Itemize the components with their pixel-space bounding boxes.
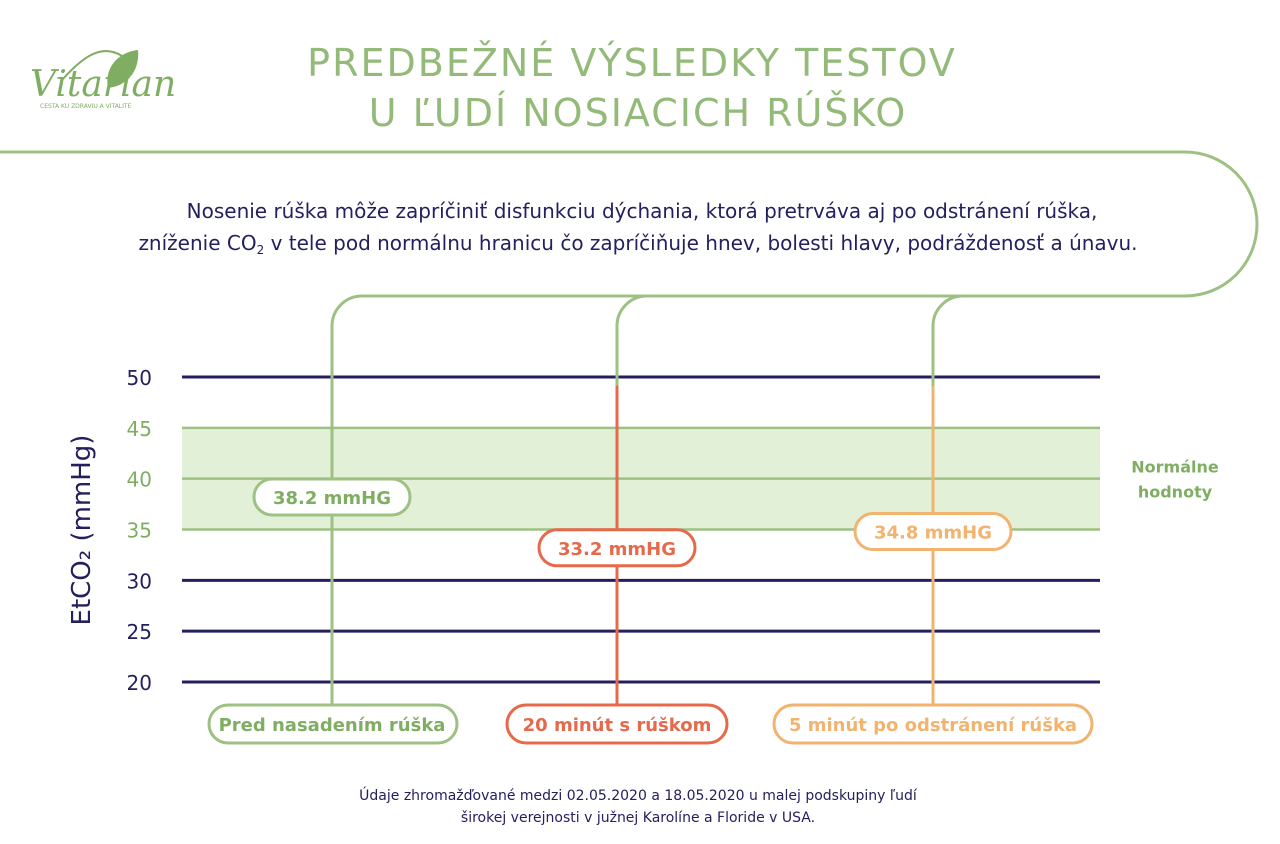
intro-line-2-end: v tele pod normálnu hranicu čo zapríčiňuje hnev, bolesti hlavy, podráždenosť a únavu. (264, 231, 1138, 255)
category-label-2: 20 minút s rúškom (522, 715, 712, 736)
y-tick-label-25: 25 (126, 620, 152, 645)
intro-line-2 (138, 231, 1137, 257)
y-tick-label-45: 45 (126, 416, 152, 441)
category-label-1: Pred nasadením rúška (218, 715, 446, 736)
y-axis-label: EtCO₂ (mmHg) (67, 434, 97, 626)
y-tick-label-40: 40 (126, 467, 152, 492)
data-label-2: 33.2 mmHG (557, 538, 677, 560)
y-tick-label-50: 50 (126, 366, 152, 390)
logo-name: Vitarian (30, 64, 177, 105)
logo-tagline: CESTA KU ZDRAVIU A VITALITE (40, 103, 132, 110)
y-tick-label-20: 20 (126, 671, 152, 695)
y-tick-label-30: 30 (126, 569, 152, 594)
data-label-1: 38.2 mmHG (272, 487, 392, 509)
connector-hook-3 (933, 296, 963, 388)
footer-line-2: širokej verejnosti v južnej Karolíne a Floride v USA. (460, 810, 816, 826)
y-tick-label-35: 35 (126, 518, 152, 543)
footer-line-1: Údaje zhromažďované medzi 02.05.2020 a 18.05.2020 u malej podskupiny ľudí (359, 788, 917, 804)
page-title-line-2: U ĽUDÍ NOSIACICH RÚŠKO (368, 91, 908, 135)
category-label-3: 5 minút po odstránení rúška (788, 715, 1078, 736)
intro-frame (0, 152, 1257, 296)
intro-line-2-start: zníženie CO (138, 231, 257, 255)
normal-range-label-line-2: hodnoty (1137, 482, 1213, 502)
intro-subscript: 2 (256, 243, 265, 257)
intro-line-1: Nosenie rúška môže zapríčiniť disfunkciu dýchania, ktorá pretrváva aj po odstránení rúška, (186, 199, 1098, 223)
connector-hook-1 (332, 296, 362, 388)
page-title-line-1: PREDBEŽNÉ VÝSLEDKY TESTOV (307, 41, 957, 85)
logo (30, 50, 176, 110)
connector-hook-2 (617, 296, 647, 388)
data-label-3: 34.8 mmHG (873, 522, 993, 544)
normal-range-label-line-1: Normálne (1131, 457, 1219, 477)
